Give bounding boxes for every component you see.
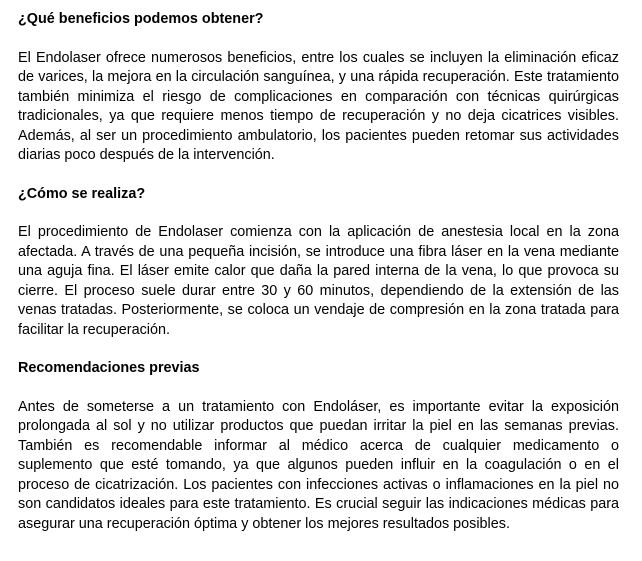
section-recomendaciones: [18, 359, 619, 534]
section-heading: ¿Qué beneficios podemos obtener?: [18, 11, 264, 27]
section-paragraph: El Endolaser ofrece numerosos beneficios, entre los cuales se incluyen la eliminación eficaz de varices, la mejora en la circulación sanguínea, y una rápida recuperación. Este tratamiento también minimiza el riesgo de complicaciones en comparación con técnicas quirúrgicas tradicionales, ya que requiere menos tiempo de recuperación y no deja cicatrices visibles. Además, al ser un procedimiento ambulatorio, los pacientes pueden retomar sus actividades diarias poco después de la intervención.: [18, 49, 619, 163]
section-heading: Recomendaciones previas: [18, 360, 200, 376]
section-paragraph: El procedimiento de Endolaser comienza con la aplicación de anestesia local en la zona afectada. A través de una pequeña incisión, se introduce una fibra láser en la vena mediante una aguja fina. El láser emite calor que daña la pared interna de la vena, lo que provoca su cierre. El proceso suele durar entre 30 y 60 minutos, dependiendo de la extensión de las venas tratadas. Posteriormente, se coloca un vendaje de compresión en la zona tratada para facilitar la recuperación.: [18, 224, 619, 338]
section-beneficios: [18, 10, 619, 185]
section-paragraph: Antes de someterse a un tratamiento con Endoláser, es importante evitar la exposición prolongada al sol y no utilizar productos que puedan irritar la piel en las semanas previas. También es recomendable informar al médico acerca de cualquier medicamento o suplemento que esté tomando, ya que algunos pueden influir en la coagulación o en el proceso de cicatrización. Los pacientes con infecciones activas o inflamaciones en la piel no son candidatos ideales para este tratamiento. Es crucial seguir las indicaciones médicas para asegurar una recuperación óptima y obtener los mejores resultados posibles.: [18, 398, 619, 532]
section-como-se-realiza: [18, 185, 619, 360]
section-heading: ¿Cómo se realiza?: [18, 185, 146, 202]
article: [18, 10, 619, 534]
